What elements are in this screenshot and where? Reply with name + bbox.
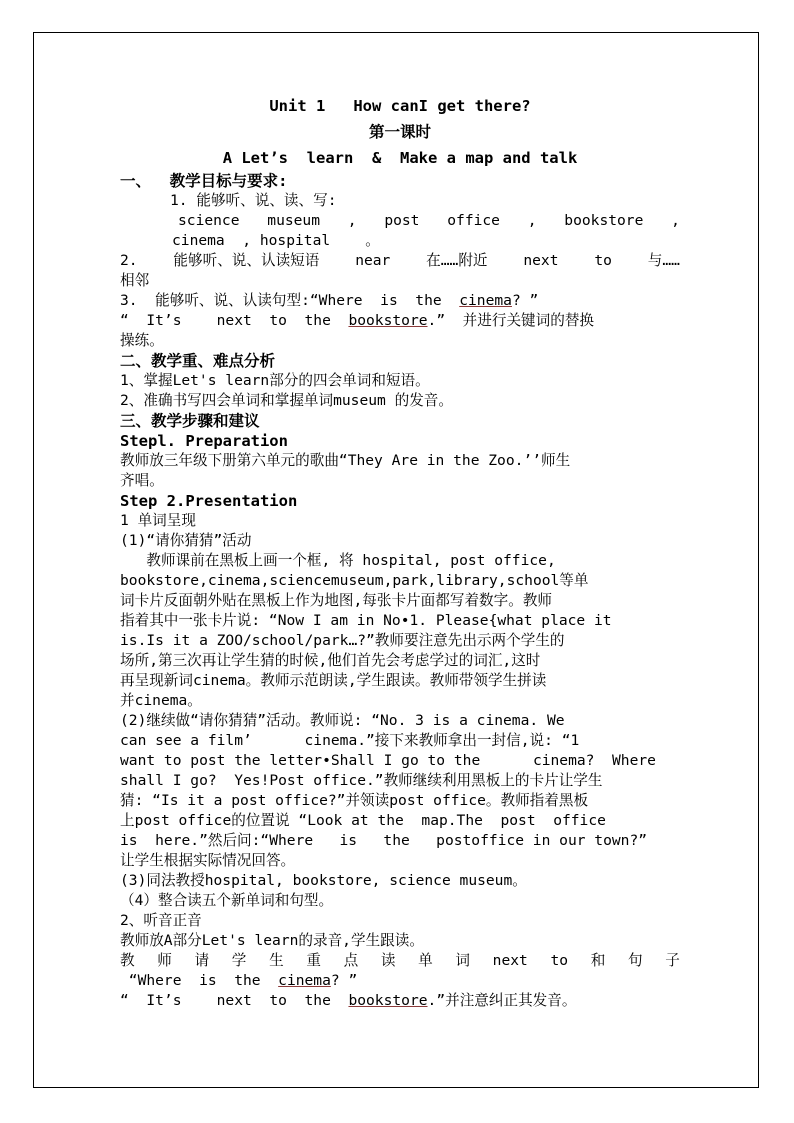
paragraph-1-line: 再呈现新词cinema。教师示范朗读,学生跟读。教师带领学生拼读 [120,672,547,689]
step-1-text-2: 齐唱。 [120,472,164,489]
paragraph-2-line: shall I go? Yes!Post office.”教师继续利用黑板上的卡片让学生 [120,772,603,789]
paragraph-1-line: 教师课前在黑板上画一个框, 将 hospital, post office, [120,552,556,569]
step-2-sub-1: 1 单词呈现 [120,512,196,529]
section-2-heading: 二、教学重、难点分析 [120,352,276,370]
step-2-activity-1: (1)“请你猜猜”活动 [120,532,252,549]
step-1-text: 教师放三年级下册第六单元的歌曲“They Are in the Zoo.’’师生 [120,452,571,469]
paragraph-1-line: 场所,第三次再让学生猜的时候,他们首先会考虑学过的词汇,这时 [120,652,541,669]
paragraph-2-line: 上post office的位置说 “Look at the map.The post office [120,812,606,829]
paragraph-1-line: is.Is it a ZOO/school/park…?”教师要注意先出示两个学生的 [120,632,565,649]
goal-2-cont: 相邻 [120,272,150,289]
goal-2: 2. 能够听、说、认读短语 near 在……附近 next to 与…… [120,252,680,269]
goal-3: 3. 能够听、说、认读句型:“Where is the cinema? ” [120,292,539,309]
listen-line-1: 教师放A部分Let's learn的录音,学生跟读。 [120,932,424,949]
paragraph-1-line: bookstore,cinema,sciencemuseum,park,library,school等单 [120,572,589,589]
paragraph-2-line: 猜: “Is it a post office?”并领读post office。教师指着黑板 [120,792,589,809]
listen-line-3: “Where is the cinema? ” [120,972,358,989]
step-2-heading: Step 2.Presentation [120,492,298,510]
paragraph-3: (3)同法教授hospital, bookstore, science museum。 [120,872,527,889]
paragraph-4: （4）整合读五个新单词和句型。 [120,892,334,909]
key-point-1: 1、掌握Let's learn部分的四会单词和短语。 [120,372,430,389]
unit-title: Unit 1 How canI get there? [269,97,531,115]
paragraph-2-line: can see a film’ cinema.”接下来教师拿出一封信,说: “1 [120,732,580,749]
goal-3-c: 操练。 [120,332,164,349]
step-2-sub-2: 2、听音正音 [120,912,202,929]
document-body [120,93,680,1011]
paragraph-1-line: 指着其中一张卡片说: “Now I am in No•1. Please{what place it [120,612,612,629]
lesson-subtitle: A Let’s learn & Make a map and talk [222,149,578,167]
goal-1-words-2: cinema , hospital 。 [172,232,380,249]
paragraph-1-line: 词卡片反面朝外贴在黑板上作为地图,每张卡片面都写着数字。教师 [120,592,553,609]
goal-1-words: science museum , post office , bookstore , [178,212,680,229]
listen-line-4: “ It’s next to the bookstore.”并注意纠正其发音。 [120,992,577,1009]
section-1-heading: 一、 教学目标与要求: [120,172,288,190]
goal-1: 1. 能够听、说、读、写: [170,192,337,209]
lesson-title: 第一课时 [368,123,431,141]
listen-line-2: 教 师 请 学 生 重 点 读 单 词 next to 和 句 子 [120,952,680,969]
goal-3-b: “ It’s next to the bookstore.” 并进行关键词的替换 [120,312,595,329]
step-1-heading: Stepl. Preparation [120,432,288,450]
paragraph-2-line: want to post the letter•Shall I go to the cinema? Where [120,752,656,769]
paragraph-2-line: (2)继续做“请你猜猜”活动。教师说: “No. 3 is a cinema. We [120,712,565,729]
paragraph-1-line: 并cinema。 [120,692,202,709]
paragraph-2-line: is here.”然后问:“Where is the postoffice in our town?” [120,832,648,849]
key-point-2: 2、准确书写四会单词和掌握单词museum 的发音。 [120,392,453,409]
section-3-heading: 三、教学步骤和建议 [120,412,260,430]
paragraph-2-line: 让学生根据实际情况回答。 [120,852,296,869]
